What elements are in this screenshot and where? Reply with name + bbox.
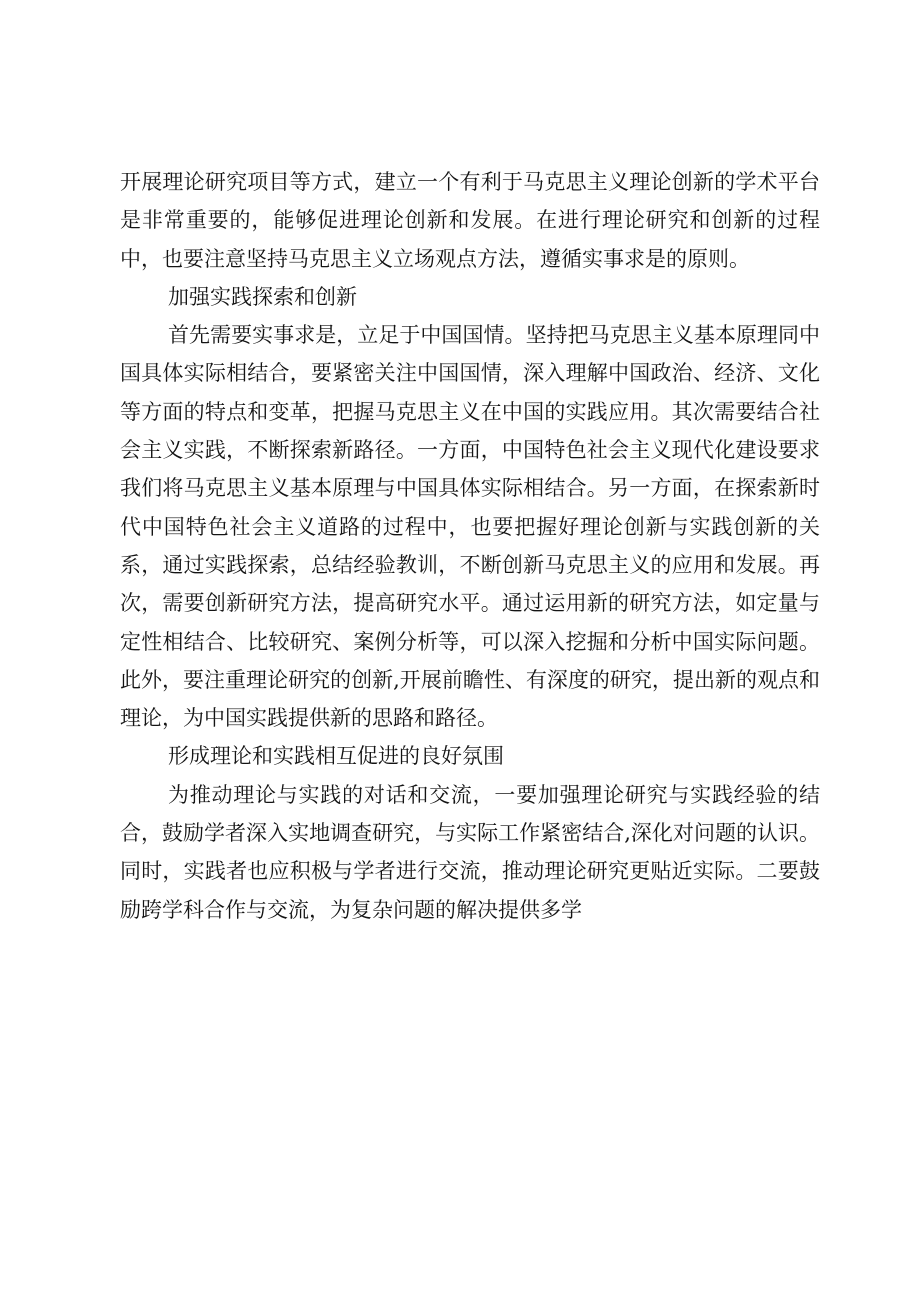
paragraph-practice-innovation: 首先需要实事求是，立足于中国国情。坚持把马克思主义基本原理同中国具体实际相结合，要紧密关注中国国情，深入理解中国政治、经济、文化等方面的特点和变革，把握马克思主义在中国的实践应用。其次需要结合社会主义实践，不断探索新路径。一方面，中国特色社会主义现代化建设要求我们将马克思主义基本原理与中国具体实际相结合。另一方面，在探索新时代中国特色社会主义道路的过程中，也要把握好理论创新与实践创新的关系，通过实践探索，总结经验教训，不断创新马克思主义的应用和发展。再次，需要创新研究方法，提高研究水平。通过运用新的研究方法，如定量与定性相结合、比较研究、案例分析等，可以深入挖掘和分析中国实际问题。此外，要注重理论研究的创新,开展前瞻性、有深度的研究，提出新的观点和理论，为中国实践提供新的思路和路径。 xyxy=(120,323,820,731)
section-heading-theory-practice-atmosphere: 形成理论和实践相互促进的良好氛围 xyxy=(168,744,504,769)
section-heading-practice-innovation: 加强实践探索和创新 xyxy=(168,284,357,309)
paragraph-continued: 开展理论研究项目等方式，建立一个有利于马克思主义理论创新的学术平台是非常重要的，能够促进理论创新和发展。在进行理论研究和创新的过程中，也要注意坚持马克思主义立场观点方法，遵循实事求是的原则。 xyxy=(120,170,820,271)
document-body xyxy=(120,163,820,929)
paragraph-theory-practice-dialogue: 为推动理论与实践的对话和交流，一要加强理论研究与实践经验的结合，鼓励学者深入实地调查研究，与实际工作紧密结合,深化对问题的认识。同时，实践者也应积极与学者进行交流，推动理论研究更贴近实际。二要鼓励跨学科合作与交流，为复杂问题的解决提供多学 xyxy=(120,782,820,922)
